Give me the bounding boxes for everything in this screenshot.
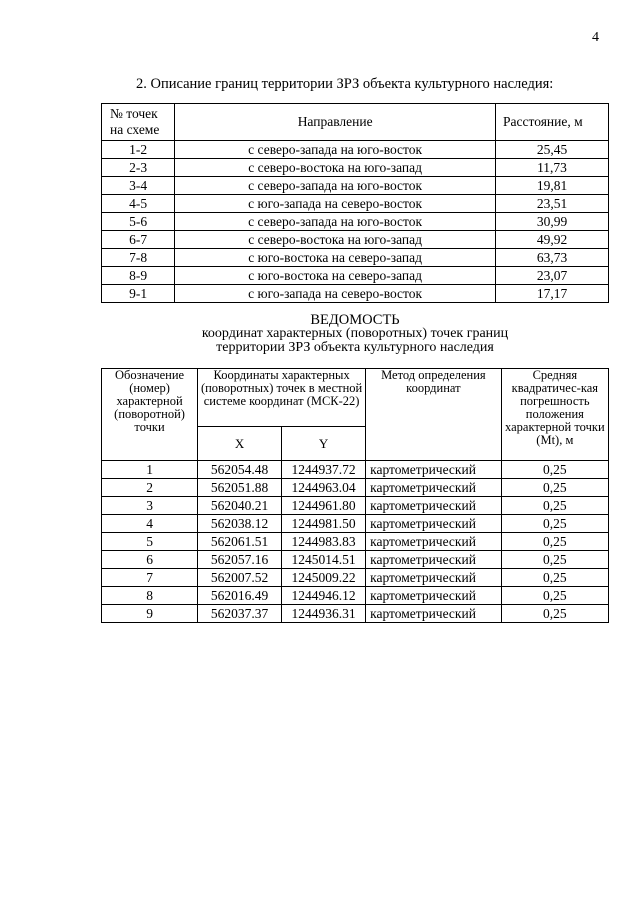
method-cell: картометрический — [366, 569, 502, 587]
segment-number: 5-6 — [102, 213, 175, 231]
method-cell: картометрический — [366, 515, 502, 533]
header-error: Средняя квадратичес-кая погрешность положения характерной точки (Mt), м — [501, 369, 608, 461]
error-cell: 0,25 — [501, 479, 608, 497]
header-x: X — [198, 427, 282, 461]
header-y: Y — [282, 427, 366, 461]
table-row — [102, 461, 609, 479]
segment-number: 6-7 — [102, 231, 175, 249]
table-row — [102, 177, 609, 195]
table-row — [102, 569, 609, 587]
table-row — [102, 515, 609, 533]
boundary-description-table — [101, 103, 609, 303]
segment-number: 9-1 — [102, 285, 175, 303]
direction-cell: с северо-запада на юго-восток — [175, 141, 496, 159]
table-row — [102, 249, 609, 267]
header-direction: Направление — [175, 104, 496, 141]
x-coordinate-cell: 562057.16 — [198, 551, 282, 569]
direction-cell: с юго-востока на северо-запад — [175, 249, 496, 267]
segment-number: 1-2 — [102, 141, 175, 159]
y-coordinate-cell: 1245014.51 — [282, 551, 366, 569]
point-number-cell: 6 — [102, 551, 198, 569]
method-cell: картометрический — [366, 587, 502, 605]
error-cell: 0,25 — [501, 461, 608, 479]
header-distance: Расстояние, м — [496, 104, 609, 141]
x-coordinate-cell: 562037.37 — [198, 605, 282, 623]
point-number-cell: 1 — [102, 461, 198, 479]
distance-cell: 19,81 — [496, 177, 609, 195]
segment-number: 2-3 — [102, 159, 175, 177]
method-cell: картометрический — [366, 497, 502, 515]
direction-cell: с северо-запада на юго-восток — [175, 177, 496, 195]
distance-cell: 63,73 — [496, 249, 609, 267]
direction-cell: с северо-востока на юго-запад — [175, 159, 496, 177]
table-row — [102, 231, 609, 249]
method-cell: картометрический — [366, 533, 502, 551]
table-row — [102, 159, 609, 177]
distance-cell: 17,17 — [496, 285, 609, 303]
y-coordinate-cell: 1244946.12 — [282, 587, 366, 605]
table-row — [102, 213, 609, 231]
point-number-cell: 3 — [102, 497, 198, 515]
method-cell: картометрический — [366, 605, 502, 623]
table-row — [102, 479, 609, 497]
x-coordinate-cell: 562051.88 — [198, 479, 282, 497]
distance-cell: 49,92 — [496, 231, 609, 249]
y-coordinate-cell: 1244981.50 — [282, 515, 366, 533]
error-cell: 0,25 — [501, 497, 608, 515]
y-coordinate-cell: 1244963.04 — [282, 479, 366, 497]
table-row — [102, 605, 609, 623]
table-row — [102, 533, 609, 551]
distance-cell: 25,45 — [496, 141, 609, 159]
error-cell: 0,25 — [501, 515, 608, 533]
section-title: 2. Описание границ территории ЗРЗ объекта культурного наследия: — [136, 76, 554, 92]
x-coordinate-cell: 562038.12 — [198, 515, 282, 533]
header-method: Метод определения координат — [366, 369, 502, 461]
table-row — [102, 141, 609, 159]
segment-number: 8-9 — [102, 267, 175, 285]
error-cell: 0,25 — [501, 569, 608, 587]
x-coordinate-cell: 562007.52 — [198, 569, 282, 587]
y-coordinate-cell: 1244937.72 — [282, 461, 366, 479]
distance-cell: 30,99 — [496, 213, 609, 231]
header-point-numbers: № точек на схеме — [102, 104, 175, 141]
x-coordinate-cell: 562040.21 — [198, 497, 282, 515]
segment-number: 7-8 — [102, 249, 175, 267]
y-coordinate-cell: 1244983.83 — [282, 533, 366, 551]
header-designation: Обозначение (номер) характерной (поворотной) точки — [102, 369, 198, 461]
table-row — [102, 285, 609, 303]
point-number-cell: 8 — [102, 587, 198, 605]
direction-cell: с северо-запада на юго-восток — [175, 213, 496, 231]
direction-cell: с юго-востока на северо-запад — [175, 267, 496, 285]
point-number-cell: 5 — [102, 533, 198, 551]
segment-number: 3-4 — [102, 177, 175, 195]
page-number: 4 — [592, 30, 599, 45]
direction-cell: с юго-запада на северо-восток — [175, 195, 496, 213]
vedomost-subtitle-line1: координат характерных (поворотных) точек границ — [201, 326, 509, 341]
table-row — [102, 497, 609, 515]
header-coordinates: Координаты характерных (поворотных) точек в местной системе координат (МСК-22) — [198, 369, 366, 427]
vedomost-subtitle-line2: территории ЗРЗ объекта культурного наследия — [216, 340, 494, 355]
direction-cell: с северо-востока на юго-запад — [175, 231, 496, 249]
point-number-cell: 9 — [102, 605, 198, 623]
error-cell: 0,25 — [501, 551, 608, 569]
direction-cell: с юго-запада на северо-восток — [175, 285, 496, 303]
distance-cell: 23,07 — [496, 267, 609, 285]
table-row — [102, 551, 609, 569]
y-coordinate-cell: 1244961.80 — [282, 497, 366, 515]
method-cell: картометрический — [366, 479, 502, 497]
x-coordinate-cell: 562061.51 — [198, 533, 282, 551]
distance-cell: 23,51 — [496, 195, 609, 213]
method-cell: картометрический — [366, 461, 502, 479]
error-cell: 0,25 — [501, 605, 608, 623]
segment-number: 4-5 — [102, 195, 175, 213]
vedomost-title: ВЕДОМОСТЬ — [310, 312, 400, 328]
coordinates-table — [101, 368, 609, 623]
method-cell: картометрический — [366, 551, 502, 569]
distance-cell: 11,73 — [496, 159, 609, 177]
point-number-cell: 4 — [102, 515, 198, 533]
error-cell: 0,25 — [501, 533, 608, 551]
table-row — [102, 195, 609, 213]
x-coordinate-cell: 562054.48 — [198, 461, 282, 479]
x-coordinate-cell: 562016.49 — [198, 587, 282, 605]
table-row — [102, 587, 609, 605]
point-number-cell: 2 — [102, 479, 198, 497]
error-cell: 0,25 — [501, 587, 608, 605]
table-row — [102, 267, 609, 285]
y-coordinate-cell: 1244936.31 — [282, 605, 366, 623]
y-coordinate-cell: 1245009.22 — [282, 569, 366, 587]
point-number-cell: 7 — [102, 569, 198, 587]
